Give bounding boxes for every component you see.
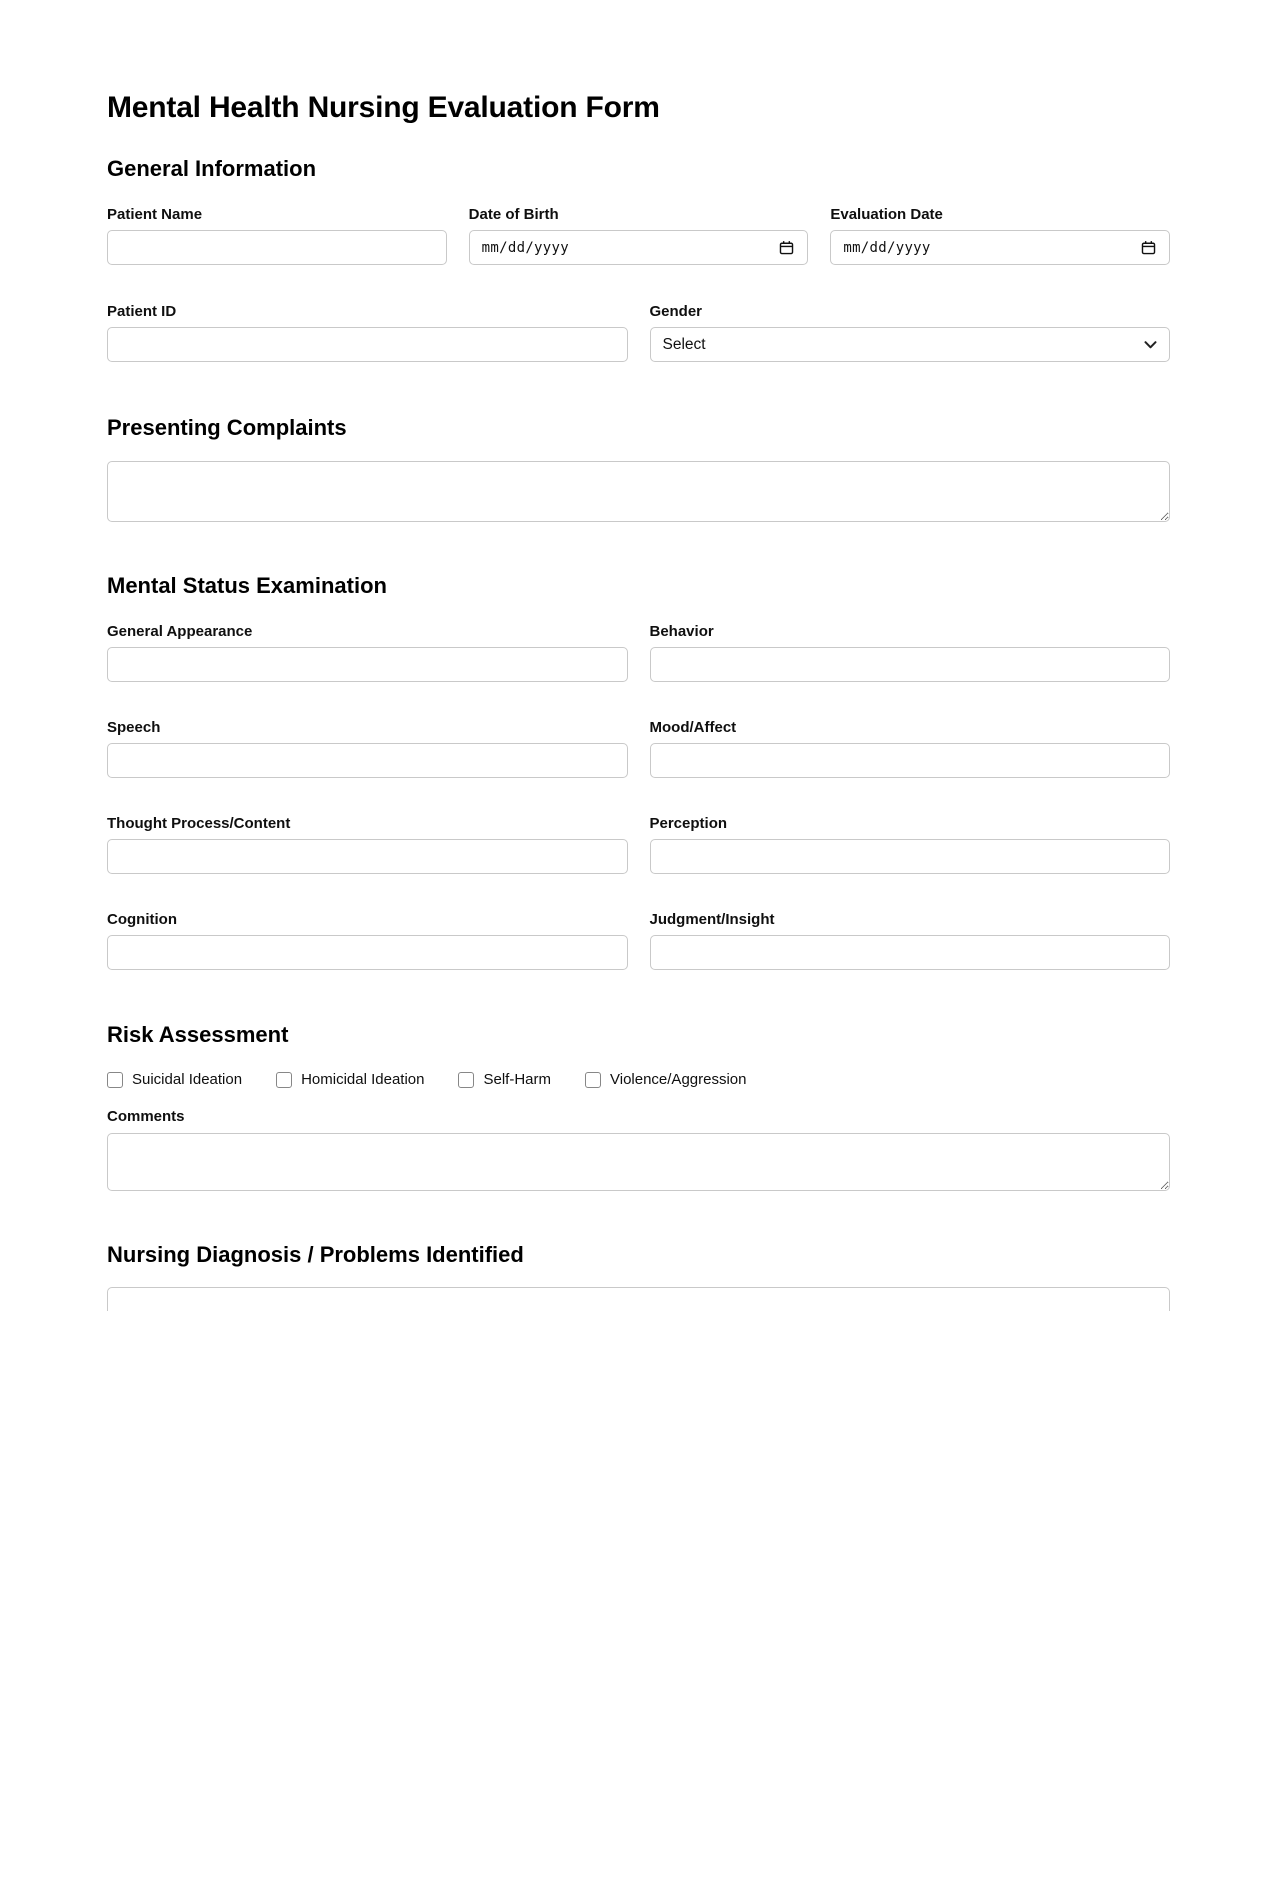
patient-name-input[interactable] bbox=[107, 230, 447, 265]
risk-comments-textarea[interactable] bbox=[107, 1133, 1170, 1191]
patient-name-field-group bbox=[107, 205, 447, 265]
behavior-label: Behavior bbox=[649, 622, 714, 640]
presenting-complaints-textarea[interactable] bbox=[107, 461, 1170, 522]
patient-id-label: Patient ID bbox=[107, 303, 177, 321]
cognition-label: Cognition bbox=[107, 910, 177, 928]
patient-name-label: Patient Name bbox=[107, 206, 203, 224]
behavior-field-group bbox=[650, 622, 1171, 682]
gender-selected-value: Select bbox=[662, 335, 706, 353]
section-heading-general-information: General Information bbox=[107, 156, 317, 181]
evaluation-date-field-group bbox=[830, 205, 1170, 265]
thought-process-input[interactable] bbox=[107, 839, 628, 874]
page-title: Mental Health Nursing Evaluation Form bbox=[107, 91, 660, 124]
self-harm-label: Self-Harm bbox=[483, 1071, 551, 1089]
nursing-diagnosis-textarea[interactable] bbox=[107, 1287, 1170, 1311]
speech-input[interactable] bbox=[107, 743, 628, 778]
section-heading-nursing-diagnosis: Nursing Diagnosis / Problems Identified bbox=[107, 1242, 524, 1268]
evaluation-date-input[interactable] bbox=[830, 230, 1170, 265]
mood-affect-field-group bbox=[650, 718, 1171, 778]
mood-affect-input[interactable] bbox=[650, 743, 1171, 778]
perception-field-group bbox=[650, 814, 1171, 874]
chevron-down-icon bbox=[1144, 341, 1157, 349]
homicidal-ideation-checkbox[interactable] bbox=[276, 1072, 292, 1088]
checkbox-item-violence-aggression[interactable] bbox=[585, 1071, 746, 1088]
violence-aggression-label: Violence/Aggression bbox=[610, 1071, 747, 1089]
thought-process-field-group bbox=[107, 814, 628, 874]
general-appearance-input[interactable] bbox=[107, 647, 628, 682]
behavior-input[interactable] bbox=[650, 647, 1171, 682]
calendar-icon[interactable] bbox=[1140, 239, 1157, 256]
evaluation-date-label: Evaluation Date bbox=[830, 206, 943, 224]
date-of-birth-input[interactable] bbox=[469, 230, 809, 265]
judgment-insight-label: Judgment/Insight bbox=[649, 910, 775, 928]
speech-label: Speech bbox=[107, 718, 161, 736]
self-harm-checkbox[interactable] bbox=[458, 1072, 474, 1088]
nursing-diagnosis-clipped-region bbox=[107, 1287, 1170, 1311]
date-placeholder: mm/dd/yyyy bbox=[481, 239, 569, 256]
comments-label: Comments bbox=[107, 1108, 185, 1126]
mse-row-2 bbox=[107, 718, 1170, 778]
section-heading-risk-assessment: Risk Assessment bbox=[107, 1021, 289, 1047]
cognition-field-group bbox=[107, 910, 628, 970]
patient-id-field-group bbox=[107, 302, 628, 362]
suicidal-ideation-checkbox[interactable] bbox=[107, 1072, 123, 1088]
patient-id-input[interactable] bbox=[107, 327, 628, 362]
calendar-icon[interactable] bbox=[778, 239, 795, 256]
mse-row-4 bbox=[107, 910, 1170, 970]
date-of-birth-label: Date of Birth bbox=[468, 206, 559, 224]
checkbox-item-suicidal-ideation[interactable] bbox=[107, 1071, 242, 1088]
violence-aggression-checkbox[interactable] bbox=[585, 1072, 601, 1088]
general-appearance-label: General Appearance bbox=[107, 622, 253, 640]
general-appearance-field-group bbox=[107, 622, 628, 682]
mse-row-1 bbox=[107, 622, 1170, 682]
thought-process-label: Thought Process/Content bbox=[107, 814, 291, 832]
mse-row-3 bbox=[107, 814, 1170, 874]
section-heading-mental-status-examination: Mental Status Examination bbox=[107, 572, 387, 598]
speech-field-group bbox=[107, 718, 628, 778]
homicidal-ideation-label: Homicidal Ideation bbox=[301, 1071, 425, 1089]
perception-label: Perception bbox=[649, 814, 728, 832]
checkbox-item-self-harm[interactable] bbox=[458, 1071, 551, 1088]
mood-affect-label: Mood/Affect bbox=[649, 718, 737, 736]
cognition-input[interactable] bbox=[107, 935, 628, 970]
general-info-row-1 bbox=[107, 205, 1170, 265]
evaluation-form bbox=[107, 0, 1170, 1311]
section-heading-presenting-complaints: Presenting Complaints bbox=[107, 415, 347, 441]
gender-select[interactable] bbox=[650, 327, 1171, 362]
risk-checkbox-row bbox=[107, 1071, 1170, 1088]
general-info-row-2 bbox=[107, 302, 1170, 362]
date-placeholder: mm/dd/yyyy bbox=[843, 239, 931, 256]
suicidal-ideation-label: Suicidal Ideation bbox=[132, 1071, 243, 1089]
perception-input[interactable] bbox=[650, 839, 1171, 874]
gender-field-group bbox=[650, 302, 1171, 362]
judgment-insight-input[interactable] bbox=[650, 935, 1171, 970]
gender-label: Gender bbox=[649, 303, 703, 321]
judgment-insight-field-group bbox=[650, 910, 1171, 970]
date-of-birth-field-group bbox=[469, 205, 809, 265]
checkbox-item-homicidal-ideation[interactable] bbox=[276, 1071, 424, 1088]
